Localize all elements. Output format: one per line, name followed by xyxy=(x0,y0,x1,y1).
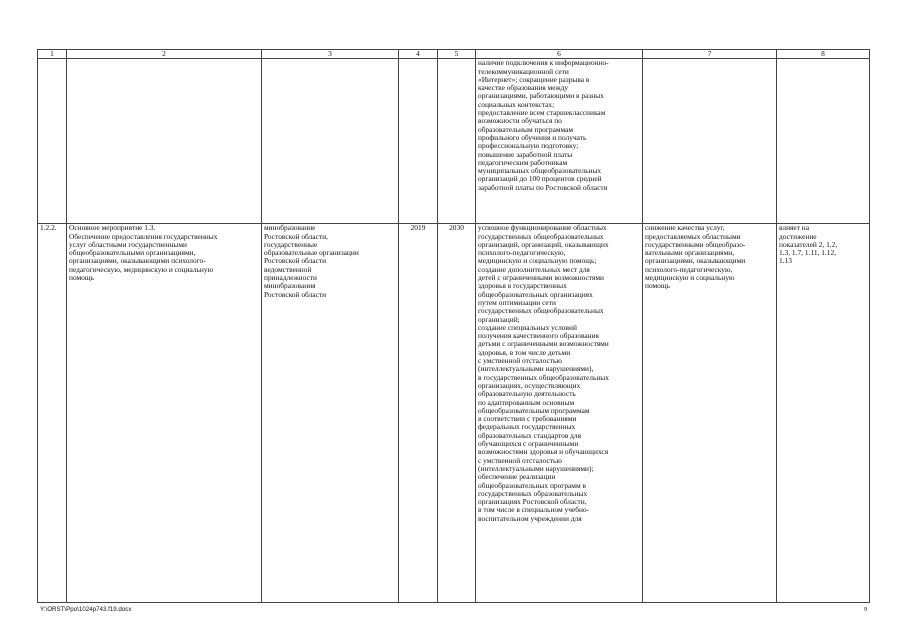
text-line: профильного обучения и получать xyxy=(478,132,587,142)
text-line: заработной платы по Ростовской области xyxy=(478,182,608,192)
text-line: услуг областными государственными xyxy=(69,239,188,249)
text-line: получения качественного образования xyxy=(478,331,599,341)
text-line: педагогическую, медицинскую и социальную xyxy=(69,264,214,274)
results-cell xyxy=(476,59,643,224)
text-line: «Интернет»; сокращение разрыва в xyxy=(478,74,590,84)
end-year: 2030 xyxy=(438,224,476,603)
text-line: (интеллектуальными нарушениями); xyxy=(478,463,594,473)
text-line: государственными общеобразо- xyxy=(645,239,746,249)
text-line: влияет на xyxy=(779,223,810,233)
text-line: предоставляемых областными xyxy=(645,231,741,241)
program-table xyxy=(37,49,870,603)
text-line: минобразования xyxy=(264,281,316,291)
text-line: создание специальных условий xyxy=(478,322,577,332)
header-cell: 4 xyxy=(399,50,438,59)
text-line: предоставление всем старшеклассникам xyxy=(478,108,606,118)
text-line: федеральных государственных xyxy=(478,422,576,432)
text-line: в соответствии с требованиями xyxy=(478,414,577,424)
text-line: здоровья, в том числе детьми xyxy=(478,347,571,357)
text-line: общеобразовательных организациях xyxy=(478,289,593,299)
text-line: образовательные организации xyxy=(264,248,359,258)
text-line: общеобразовательным программам xyxy=(478,405,590,415)
text-line: общеобразовательными организациями, xyxy=(69,248,196,258)
text-line: организациях Ростовской области, xyxy=(478,497,587,507)
text-line: организаций до 100 процентов средней xyxy=(478,174,602,184)
table-cell xyxy=(262,59,399,224)
text-line: Ростовской области, xyxy=(264,231,328,241)
text-line: образовательную деятельность xyxy=(478,389,576,399)
text-line: снижение качества услуг, xyxy=(645,223,725,233)
text-line: 1.13 xyxy=(779,256,792,266)
header-cell: 7 xyxy=(643,50,777,59)
text-line: образовательным программам xyxy=(478,124,574,134)
header-cell: 3 xyxy=(262,50,399,59)
text-line: организациях, осуществляющих xyxy=(478,380,581,390)
text-line: в государственных общеобразовательных xyxy=(478,372,609,382)
text-line: детьми с ограниченными возможностями xyxy=(478,339,609,349)
text-line: Ростовской области xyxy=(264,289,327,299)
header-cell: 2 xyxy=(67,50,262,59)
table-cell xyxy=(438,59,476,224)
text-line: профессиональную подготовку; xyxy=(478,141,579,151)
text-line: образовательных стандартов для xyxy=(478,430,582,440)
text-line: показателей 2, 1.2, xyxy=(779,239,838,249)
text-line: повышение заработной платы xyxy=(478,149,573,159)
text-line: качестве образования между xyxy=(478,83,569,93)
header-row xyxy=(38,50,870,59)
text-line: Обеспечение предоставления государственных xyxy=(69,231,218,241)
text-line: организациями, работающими в разных xyxy=(478,91,604,101)
text-line: создание дополнительных мест для xyxy=(478,264,590,274)
text-line: Основное мероприятие 1.3. xyxy=(69,223,156,233)
text-line: по адаптированным основным xyxy=(478,397,575,407)
text-line: медицинскую и социальную xyxy=(645,273,735,283)
file-path: Y:\ORST\Ppo\1024p743.f19.docx xyxy=(40,606,132,613)
text-line: вательными организациями, xyxy=(645,248,735,258)
text-line: успешное функционирование областных xyxy=(478,223,607,233)
text-line: телекоммуникационной сети xyxy=(478,66,569,76)
text-line: общеобразовательных программ в xyxy=(478,480,586,490)
text-line: обеспечение реализации xyxy=(478,472,556,482)
text-line: в том числе в специальном учебно- xyxy=(478,505,590,515)
text-line: помощь xyxy=(645,281,670,291)
text-line: медицинскую и социальную помощь; xyxy=(478,256,597,266)
text-line: (интеллектуальными нарушениями), xyxy=(478,364,594,374)
text-line: организаций; xyxy=(478,314,520,324)
activity-cell xyxy=(67,224,262,603)
text-line: достижение xyxy=(779,231,817,241)
text-line: психолого-педагогическую, xyxy=(645,264,733,274)
text-line: психолого-педагогическую, xyxy=(478,248,566,258)
indicators-cell xyxy=(777,224,870,603)
text-line: путем оптимизации сети xyxy=(478,297,556,307)
table-row xyxy=(38,224,870,603)
table-cell xyxy=(38,59,67,224)
executor-cell xyxy=(262,224,399,603)
text-line: воспитательном учреждении для xyxy=(478,513,582,523)
text-line: муниципальных общеобразовательных xyxy=(478,166,602,176)
start-year: 2019 xyxy=(399,224,438,603)
text-line: принадлежности xyxy=(264,273,317,283)
text-line: организаций, организаций, оказывающих xyxy=(478,239,609,249)
text-line: ведомственной xyxy=(264,264,312,274)
table-cell xyxy=(399,59,438,224)
header-cell: 6 xyxy=(476,50,643,59)
results-cell xyxy=(476,224,643,603)
text-line: организациями, оказывающими психолого- xyxy=(69,256,206,266)
header-cell: 5 xyxy=(438,50,476,59)
table-row xyxy=(38,59,870,224)
text-line: Ростовской области xyxy=(264,256,327,266)
text-line: государственных общеобразовательных xyxy=(478,231,604,241)
text-line: возможностями здоровья и обучающихся xyxy=(478,447,609,457)
text-line: детей с ограниченными возможностями xyxy=(478,273,604,283)
text-line: с умственной отсталостью xyxy=(478,356,562,366)
text-line: здоровья в государственных xyxy=(478,281,567,291)
table-cell xyxy=(643,59,777,224)
text-line: с умственной отсталостью xyxy=(478,455,562,465)
page-number: 9 xyxy=(864,606,868,613)
text-line: наличие подключения к информационно- xyxy=(478,58,609,68)
text-line: педагогическим работникам xyxy=(478,157,568,167)
text-line: организациями, оказывающими xyxy=(645,256,746,266)
table-cell xyxy=(777,59,870,224)
text-line: государственных общеобразовательных xyxy=(478,306,604,316)
text-line: минобразование xyxy=(264,223,316,233)
row-number: 1.2.2. xyxy=(38,224,67,603)
text-line: государственных образовательных xyxy=(478,488,588,498)
text-line: государственные xyxy=(264,239,318,249)
text-line: социальных контекстах; xyxy=(478,99,555,109)
header-cell: 1 xyxy=(38,50,67,59)
table-cell xyxy=(67,59,262,224)
text-line: 1.3, 1.7, 1.11, 1.12, xyxy=(779,248,837,258)
text-line: возможности обучаться по xyxy=(478,116,562,126)
text-line: обучающихся с ограниченными xyxy=(478,439,579,449)
consequences-cell xyxy=(643,224,777,603)
text-line: помощь xyxy=(69,273,94,283)
header-cell: 8 xyxy=(777,50,870,59)
